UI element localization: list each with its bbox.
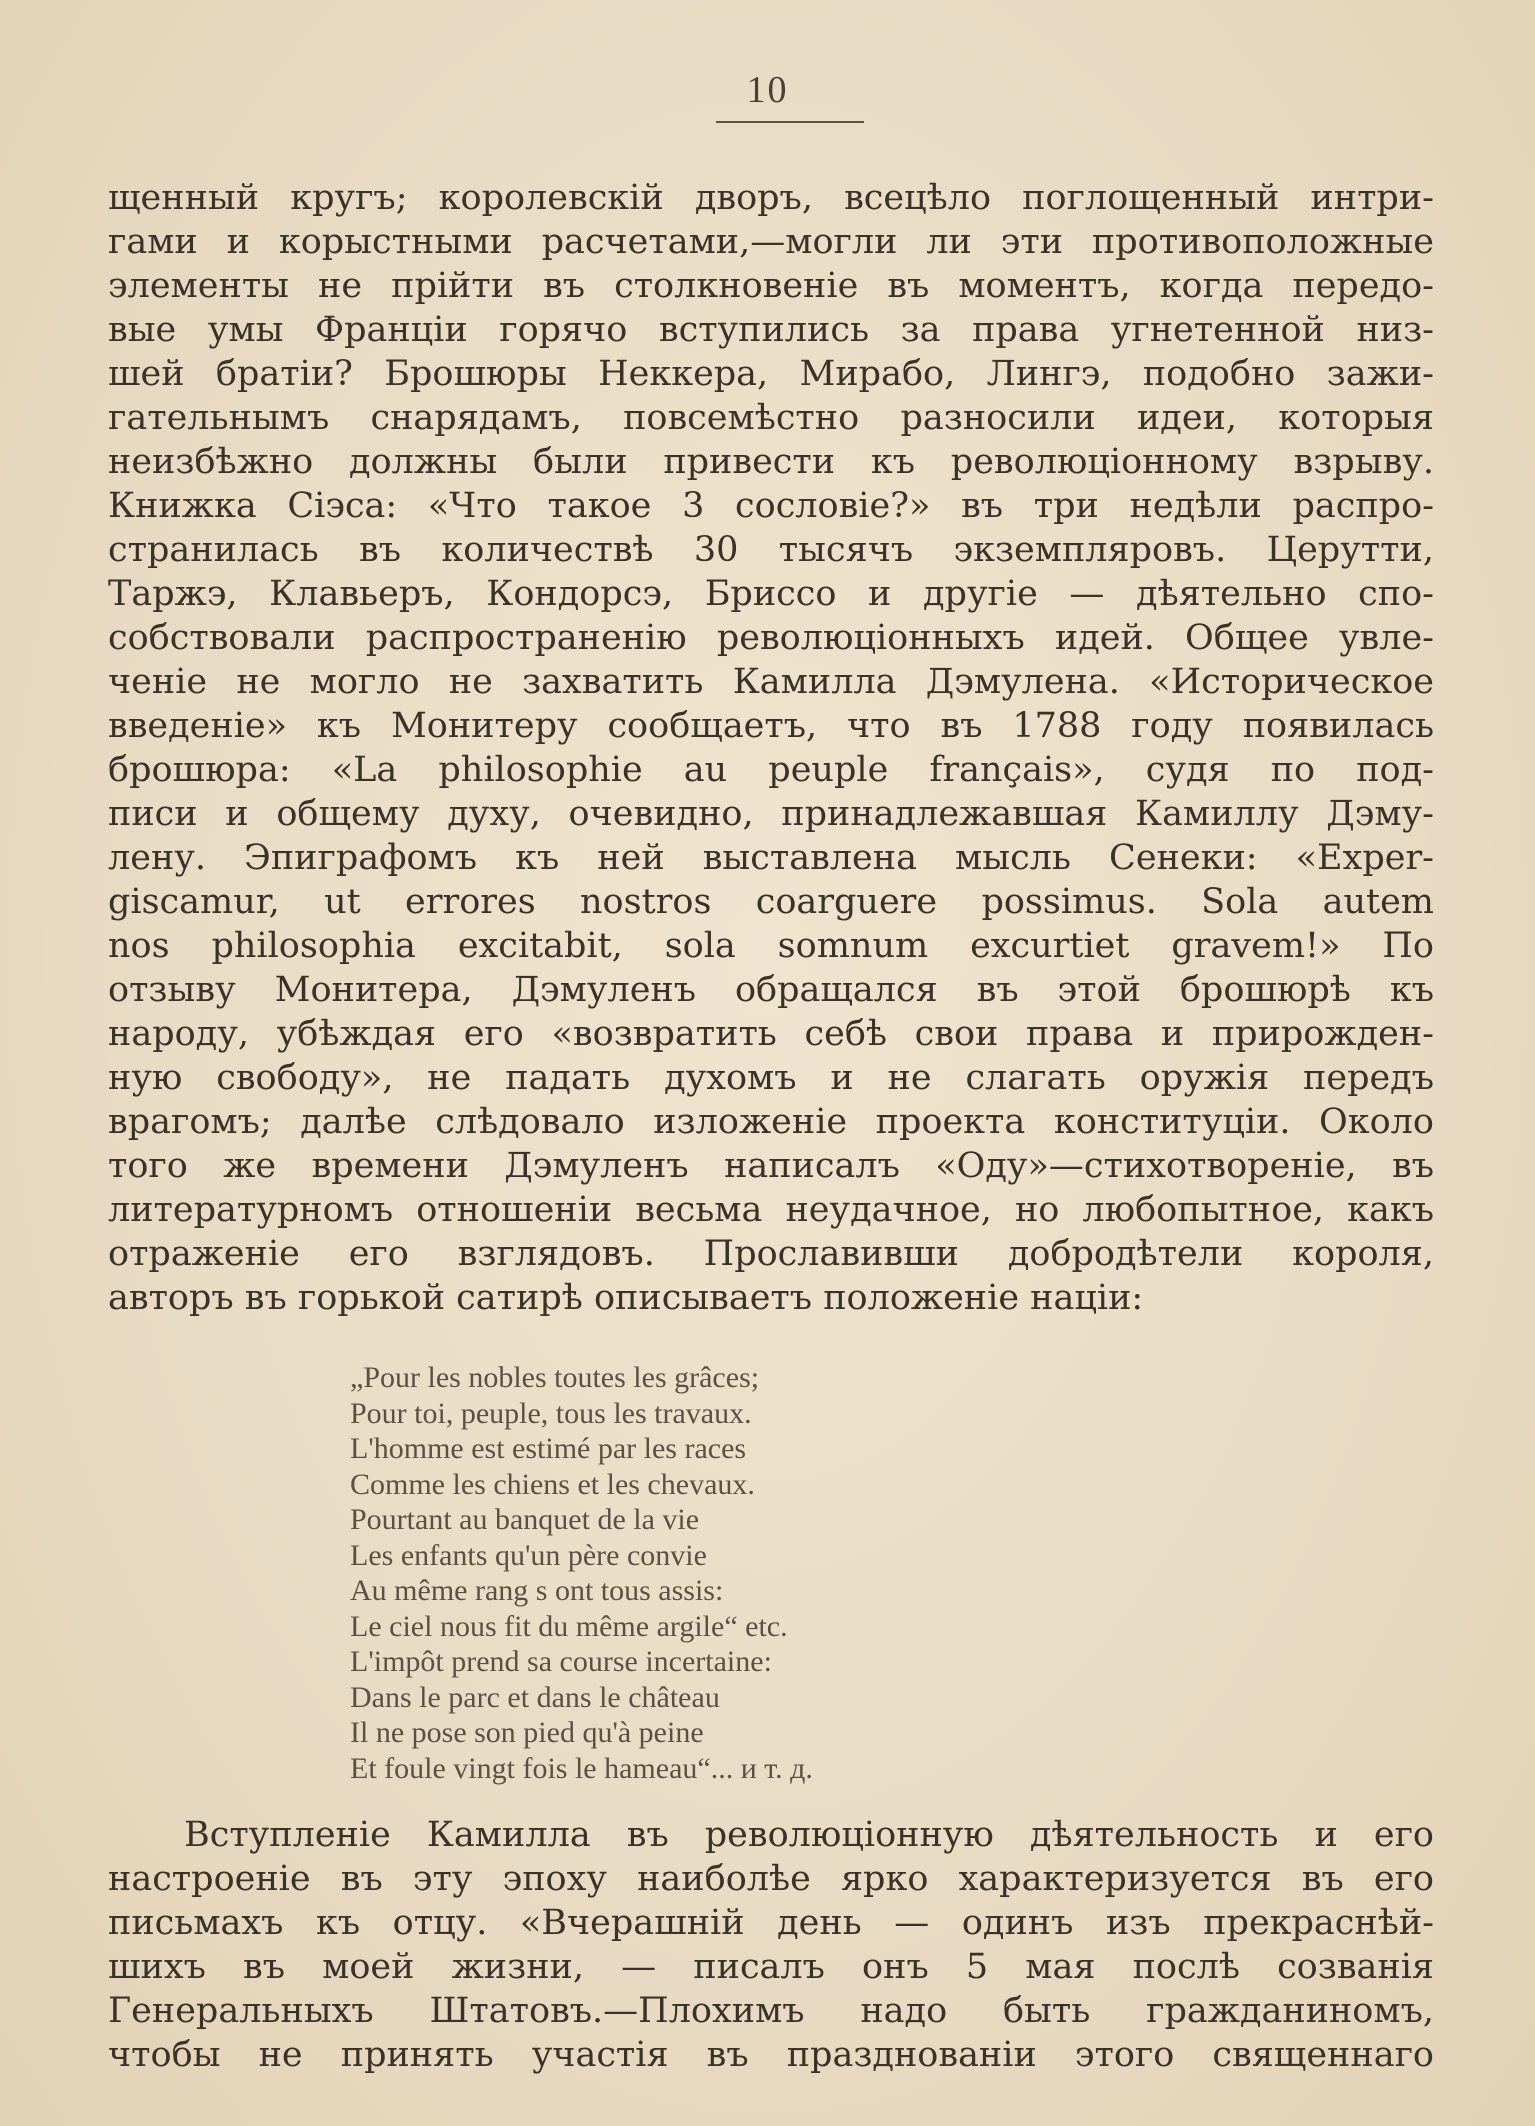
text-line: отраженіе его взглядовъ. Прославивши добродѣтели короля, (108, 1234, 1434, 1274)
verse-line: L'homme est estimé par les races (350, 1432, 747, 1465)
text-line: странилась въ количествѣ 30 тысячъ экземпляровъ. Церутти, (108, 530, 1434, 570)
header-rule (716, 121, 864, 123)
verse-line: Dans le parc et dans le château (350, 1680, 720, 1714)
text-line: настроеніе въ эту эпоху наиболѣе ярко характеризуется въ его (108, 1859, 1434, 1899)
text-line: шей братіи? Брошюры Неккера, Мирабо, Лингэ, подобно зажи- (108, 354, 1434, 394)
text-line: вые умы Франціи горячо вступились за права угнетенной низ- (108, 310, 1434, 350)
verse-line: „Pour les nobles toutes les grâces; (350, 1361, 760, 1394)
text-line: ченіе не могло не захватить Камилла Дэмулена. «Историческое (108, 662, 1434, 702)
verse-line: Il ne pose son pied qu'à peine (350, 1716, 704, 1749)
text-line: чтобы не принять участія въ празднованіи этого священнаго (108, 2035, 1434, 2075)
text-line: письмахъ къ отцу. «Вчерашній день — одинъ изъ прекраснѣй- (108, 1903, 1434, 1943)
verse-line: Au même rang s ont tous assis: (350, 1574, 724, 1607)
text-line: элементы не прійти въ столкновеніе въ моментъ, когда передо- (108, 266, 1434, 306)
verse-line: Le ciel nous fit du même argile“ etc. (350, 1609, 788, 1643)
verse-line: L'impôt prend sa course incertaine: (350, 1645, 772, 1678)
text-line: отзыву Монитера, Дэмуленъ обращался въ этой брошюрѣ къ (108, 970, 1434, 1010)
text-line: Книжка Сіэса: «Что такое 3 сословіе?» въ три недѣли распро- (108, 486, 1434, 526)
verse-line: Et foule vingt fois le hameau“... и т. д. (350, 1751, 813, 1785)
text-line: писи и общему духу, очевидно, принадлежавшая Камиллу Дэму- (108, 794, 1434, 834)
text-line: литературномъ отношеніи весьма неудачное, но любопытное, какъ (108, 1190, 1434, 1230)
text-line: nos philosophia excitabit, sola somnum excurtiet gravem!» По (108, 926, 1434, 966)
paragraph-1 (108, 176, 1434, 1320)
text-line: щенный кругъ; королевскій дворъ, всецѣло поглощенный интри- (108, 178, 1434, 218)
text-line: Генеральныхъ Штатовъ.—Плохимъ надо быть гражданиномъ, (108, 1991, 1434, 2031)
text-line: введеніе» къ Монитеру сообщаетъ, что въ 1788 году появилась (108, 706, 1434, 746)
verse-line: Les enfants qu'un père convie (350, 1538, 707, 1572)
text-line: Таржэ, Клавьеръ, Кондорсэ, Бриссо и другіе — дѣятельно спо- (108, 574, 1434, 614)
text-line: шихъ въ моей жизни, — писалъ онъ 5 мая послѣ созванія (108, 1947, 1434, 1987)
text-line: народу, убѣждая его «возвратить себѣ свои права и прирожден- (108, 1014, 1434, 1054)
verse-quote (350, 1360, 1250, 1786)
text-line: неизбѣжно должны были привести къ революціонному взрыву. (108, 442, 1434, 482)
text-line: брошюра: «La philosophie au peuple français», судя по под- (108, 750, 1434, 790)
text-line: Вступленіе Камилла въ революціонную дѣятельность и его (184, 1815, 1434, 1855)
text-line: giscamur, ut errores nostros coarguere possimus. Sola autem (108, 882, 1434, 922)
verse-line: Pourtant au banquet de la vie (350, 1503, 700, 1536)
paragraph-2 (108, 1813, 1434, 2077)
text-line: гами и корыстными расчетами,—могли ли эти противоположные (108, 222, 1434, 262)
text-line: собствовали распространенію революціонныхъ идей. Общее увле- (108, 618, 1434, 658)
verse-line: Comme les chiens et les chevaux. (350, 1467, 755, 1501)
text-line: того же времени Дэмуленъ написалъ «Оду»—стихотвореніе, въ (108, 1146, 1434, 1186)
text-line: ную свободу», не падать духомъ и не слагать оружія передъ (108, 1058, 1434, 1098)
text-line: врагомъ; далѣе слѣдовало изложеніе проекта конституціи. Около (108, 1102, 1434, 1142)
text-line: авторъ въ горькой сатирѣ описываетъ положеніе націи: (108, 1278, 1144, 1318)
text-line: гательнымъ снарядамъ, повсемѣстно разносили идеи, которыя (108, 398, 1434, 438)
text-line: лену. Эпиграфомъ къ ней выставлена мысль Сенеки: «Exper- (108, 838, 1434, 878)
verse-line: Pour toi, peuple, tous les travaux. (350, 1396, 752, 1430)
page-number: 10 (746, 69, 789, 111)
